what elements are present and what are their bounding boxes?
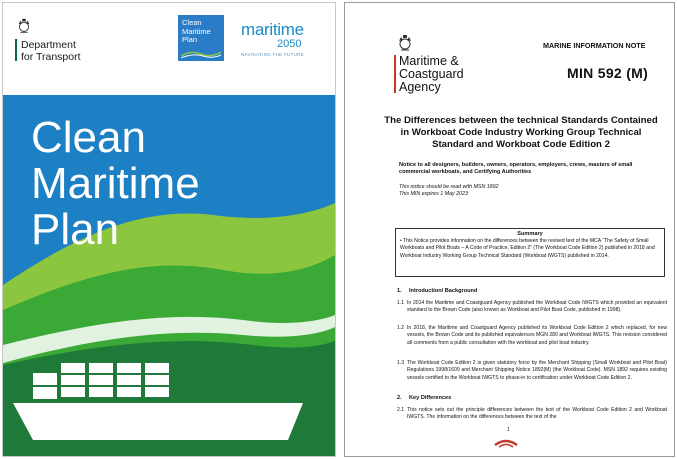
summary-box	[395, 228, 665, 277]
paragraph	[397, 360, 667, 382]
cover-title	[31, 115, 231, 253]
expiry-note: This MIN expires 1 May 2023	[399, 191, 468, 197]
paragraph-number: 1.1	[397, 300, 405, 306]
cover-title-line-3: Plan	[31, 205, 120, 254]
paragraph-text: In 2014 the Maritime and Coastguard Agency published the Workboat Code IWGTS which provided an equivalent standard to the Brown Code (also known as Workboat and Pilot Boat Code, published in 1998).	[407, 300, 667, 314]
document-number: MIN 592 (M)	[567, 65, 649, 81]
mca-line-3: Agency	[399, 80, 441, 94]
section-title: Key Differences	[409, 395, 452, 401]
dft-line-1: Department	[21, 39, 76, 51]
dft-logo-text	[21, 39, 111, 63]
m2050-year: 2050	[277, 38, 302, 50]
mca-footer-logo-icon	[491, 427, 521, 449]
m2050-word: maritime	[241, 20, 304, 39]
maritime-2050-logo	[241, 21, 327, 63]
mca-line-2: Coastguard	[399, 67, 464, 81]
paragraph-number: 1.2	[397, 325, 405, 331]
paragraph	[397, 325, 667, 347]
summary-text: • This Notice provides information on the differences between the revised text of the MCA “The Safety of Small Workboats and Pilot Boats – A Code of Practice, Edition 2” (The Workboat Code Edition 2) published in 2018 and Workboat Industry Working Group Technical Standard (Workboat IWGTS) published in 2014.	[400, 238, 655, 259]
cmp-line-3: Plan	[182, 35, 198, 44]
section-number: 1.	[397, 288, 402, 294]
wave-icon	[181, 50, 221, 58]
document-audience: Notice to all designers, builders, owners, operators, employers, crews, masters of small commercial workboats, and Certifying Authorities	[399, 162, 633, 176]
paragraph-text: The Workboat Code Edition 2 is given statutory force by the Merchant Shipping (Small Workboat and Pilot Boat) Regulations 1998/1609 and Merchant Shipping Notice 1892(M) (the Workboat Code). MSN 1892 requires existing vessels certified to the Workboat IWGTS to phase-in to certification under Workboat Code Edition 2.	[407, 360, 667, 381]
dft-line-2: for Transport	[21, 51, 81, 63]
clean-maritime-plan-logo	[178, 15, 224, 61]
paragraph-text: In 2018, the Maritime and Coastguard Agency published its Workboat Code Edition 2 which replaced, for new vessels, the Brown Code and its published equivalences MGN 280 and Workboat IWGTS. This revision considered all comments from a public consultation with the workboat and pilot boat industry.	[407, 325, 667, 346]
cmp-line-2: Maritime	[182, 26, 211, 36]
read-with-note: This notice should be read with MSN 1892	[399, 184, 499, 190]
mca-logo-text	[399, 55, 499, 94]
paragraph-number: 2.1	[397, 407, 405, 413]
royal-crest-icon	[395, 33, 415, 53]
royal-crest-icon	[15, 17, 33, 35]
section-title: Introduction/ Background	[409, 288, 478, 294]
dft-logo-rule	[15, 39, 17, 61]
m2050-tagline: NAVIGATING THE FUTURE	[241, 52, 305, 57]
cover-title-line-2: Maritime	[31, 159, 200, 208]
section-heading	[397, 288, 477, 294]
document-title: The Differences between the technical Standards Contained in Workboat Code Industry Working Group Technical Standard and Workboat Code Edition 2	[384, 115, 658, 150]
paragraph	[397, 407, 667, 422]
document-type-label: MARINE INFORMATION NOTE	[543, 41, 646, 50]
section-heading	[397, 395, 451, 401]
paragraph-text: This notice sets out the principle differences between the text of the Workboat Code Edition 2 and Workboat IWGTS. The information on the differences between the text of the	[407, 407, 667, 421]
cover-page	[2, 2, 336, 457]
mca-logo-rule	[394, 55, 396, 93]
paragraph-number: 1.3	[397, 360, 405, 366]
section-number: 2.	[397, 395, 402, 401]
cmp-line-1: Clean	[182, 18, 202, 27]
summary-heading: Summary	[517, 231, 543, 237]
page-number: 1	[507, 427, 510, 433]
cover-title-line-1: Clean	[31, 113, 146, 162]
cmp-logo-text	[182, 19, 220, 45]
paragraph	[397, 300, 667, 315]
min-document-page	[344, 2, 675, 457]
mca-line-1: Maritime &	[399, 54, 459, 68]
